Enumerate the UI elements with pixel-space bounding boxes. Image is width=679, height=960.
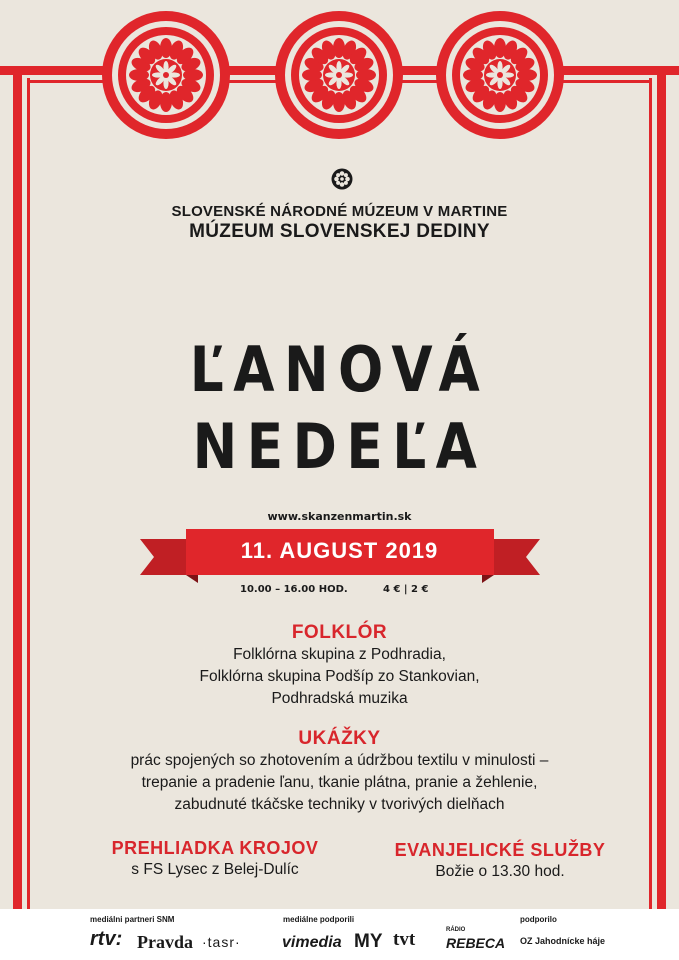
rosette-ornament-center <box>272 8 406 142</box>
ukazky-line: trepanie a pradenie ľanu, tkanie plátna, pranie a žehlenie, <box>141 774 538 791</box>
website-link[interactable]: www.skanzenmartin.sk <box>267 510 412 523</box>
media-partners-label: mediálni partneri SNM <box>90 915 175 924</box>
supported-by-label: podporilo <box>520 915 557 924</box>
media-support-label: mediálne podporili <box>283 915 355 924</box>
rtv-logo: rtv: <box>90 928 123 950</box>
rebeca-logo: REBECA <box>446 935 506 951</box>
museum-logo-icon <box>331 168 353 190</box>
sluzby-heading: EVANJELICKÉ SLUŽBY <box>394 840 606 860</box>
opening-hours: 10.00 – 16.00 HOD. <box>240 584 348 595</box>
museum-name-line1: SLOVENSKÉ NÁRODNÉ MÚZEUM V MARTINE <box>171 203 508 220</box>
krojov-text: s FS Lysec z Belej-Dulíc <box>131 861 299 878</box>
admission-price: 4 € | 2 € <box>383 584 429 595</box>
ukazky-line: zabudnuté tkáčske techniky v tvorivých dielňach <box>174 796 505 813</box>
sponsor-footer <box>0 909 679 960</box>
vimedia-logo: vimedia <box>282 934 342 951</box>
folklor-heading: FOLKLÓR <box>291 622 388 643</box>
rosette-ornament-right <box>433 8 567 142</box>
museum-name-line2: MÚZEUM SLOVENSKEJ DEDINY <box>189 221 490 242</box>
oz-jahodnicke-haje-logo: OZ Jahodnícke háje <box>520 936 606 946</box>
pravda-logo: Pravda <box>137 932 193 952</box>
radio-label: RÁDIO <box>446 927 466 933</box>
tvt-logo: tvt <box>393 929 416 950</box>
folklor-line: Folklórna skupina z Podhradia, <box>233 646 446 663</box>
event-title-line2: NEDEĽA <box>192 410 487 483</box>
ukazky-heading: UKÁŽKY <box>298 728 381 749</box>
krojov-heading: PREHLIADKA KROJOV <box>111 838 319 858</box>
sluzby-text: Božie o 13.30 hod. <box>435 863 565 880</box>
rosette-ornament-left <box>99 8 233 142</box>
event-title-line1: ĽANOVÁ <box>189 333 490 406</box>
my-logo: MY <box>354 931 383 952</box>
folklor-line: Podhradská muzika <box>271 690 408 707</box>
folklor-line: Folklórna skupina Podšíp zo Stankovian, <box>199 668 480 685</box>
ukazky-line: prác spojených so zhotovením a údržbou textilu v minulosti – <box>130 752 549 769</box>
tasr-logo: ·tasr· <box>202 934 241 950</box>
event-date: 11. AUGUST 2019 <box>240 538 439 563</box>
